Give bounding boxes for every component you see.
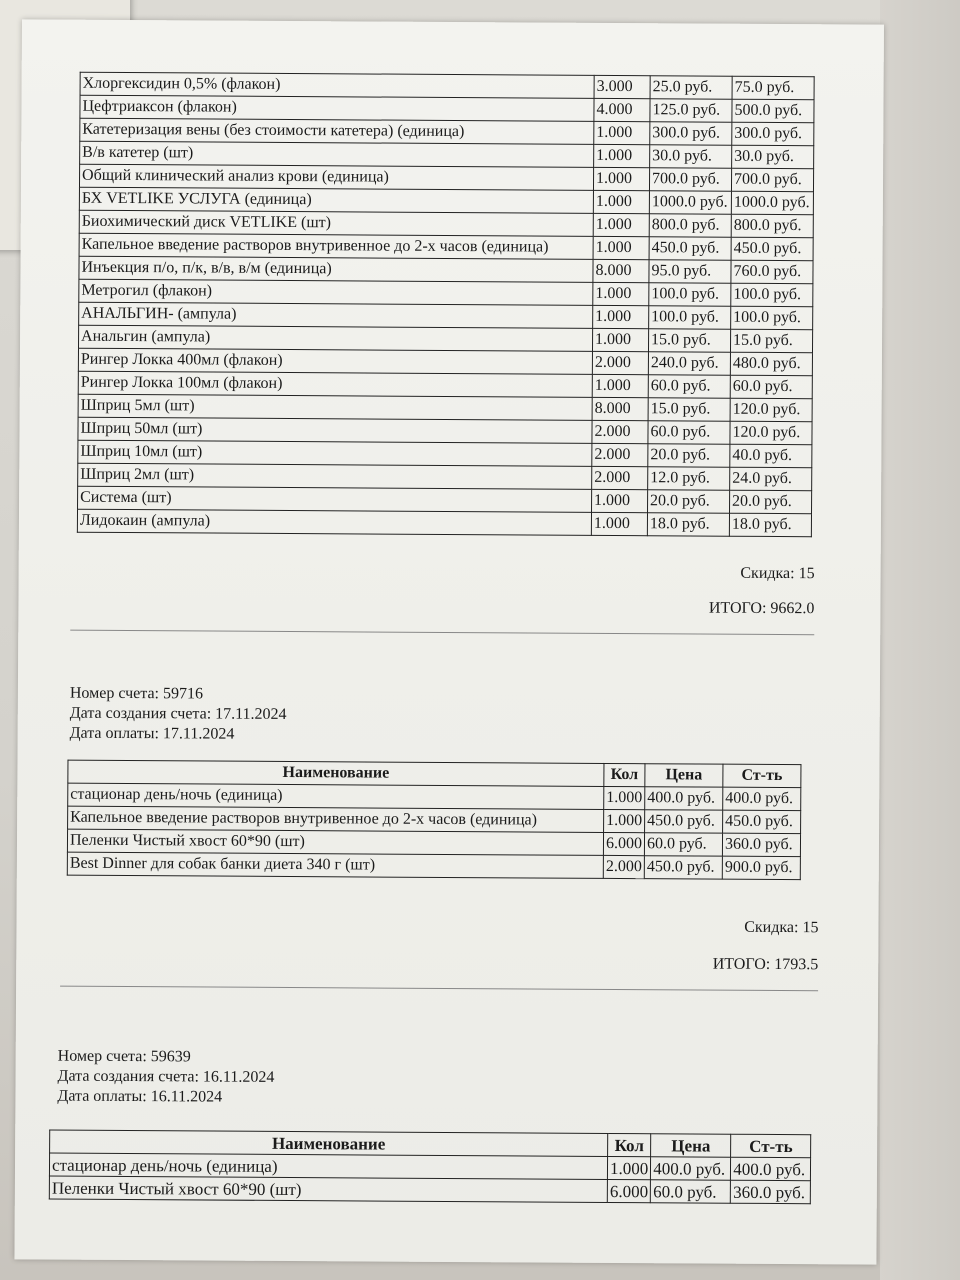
price-cell: 60.0 руб.: [648, 421, 730, 445]
col-header-name: Наименование: [68, 760, 604, 786]
price-cell: 450.0 руб.: [645, 810, 723, 833]
qty-cell: 1.000: [592, 374, 648, 397]
qty-cell: 1.000: [594, 121, 650, 144]
total-cell: 15.0 руб.: [730, 329, 812, 353]
total-cell: 300.0 руб.: [732, 122, 814, 146]
item-name-cell: Капельное введение растворов внутривенное до 2-х часов (единица): [79, 233, 593, 259]
item-name-cell: Лидокаин (ампула): [77, 509, 591, 535]
qty-cell: 2.000: [592, 420, 648, 443]
desk-surface: [880, 0, 960, 1280]
qty-cell: 1.000: [593, 213, 649, 236]
item-name-cell: Шприц 50мл (шт): [78, 417, 592, 443]
price-cell: 450.0 руб.: [644, 856, 722, 879]
item-name-cell: Анальгин (ампула): [79, 325, 593, 351]
invoice-2-created-date: Дата создания счета: 17.11.2024: [69, 704, 287, 723]
divider: [60, 986, 818, 992]
item-name-cell: Цефтриаксон (флакон): [80, 95, 594, 121]
col-header-qty: Кол: [608, 1133, 651, 1156]
qty-cell: 1.000: [593, 167, 649, 190]
col-header-qty: Кол: [604, 763, 645, 786]
qty-cell: 2.000: [592, 443, 648, 466]
invoice-2-discount: Скидка: 15: [744, 918, 819, 937]
invoice-top-table-wrap: [77, 72, 815, 537]
total-cell: 700.0 руб.: [731, 168, 813, 192]
qty-cell: 6.000: [607, 1179, 650, 1202]
price-cell: 240.0 руб.: [648, 352, 730, 376]
total-cell: 450.0 руб.: [723, 810, 801, 833]
qty-cell: 1.000: [591, 512, 647, 535]
total-cell: 120.0 руб.: [730, 421, 812, 445]
total-cell: 20.0 руб.: [730, 490, 812, 514]
divider: [70, 630, 814, 636]
price-cell: 125.0 руб.: [650, 99, 732, 123]
item-name-cell: АНАЛЬГИН- (ампула): [79, 302, 593, 328]
price-cell: 100.0 руб.: [649, 306, 731, 330]
qty-cell: 1.000: [592, 328, 648, 351]
total-cell: 100.0 руб.: [731, 283, 813, 307]
qty-cell: 3.000: [594, 75, 650, 98]
invoice-sheet: [14, 19, 884, 1264]
qty-cell: 2.000: [592, 466, 648, 489]
price-cell: 300.0 руб.: [650, 122, 732, 146]
price-cell: 450.0 руб.: [649, 237, 731, 261]
item-name-cell: стационар день/ночь (единица): [68, 783, 604, 809]
item-name-cell: БХ VETLIKE УСЛУГА (единица): [79, 187, 593, 213]
invoice-3-paid-date: Дата оплаты: 16.11.2024: [57, 1087, 223, 1106]
qty-cell: 1.000: [592, 489, 648, 512]
table-row: [77, 509, 811, 536]
item-name-cell: Метрогил (флакон): [79, 279, 593, 305]
qty-cell: 8.000: [593, 259, 649, 282]
qty-cell: 1.000: [593, 282, 649, 305]
price-cell: 15.0 руб.: [648, 398, 730, 422]
item-name-cell: Best Dinner для собак банки диета 340 г (шт): [67, 852, 603, 878]
item-name-cell: Шприц 10мл (шт): [78, 440, 592, 466]
item-name-cell: Биохимический диск VETLIKE (шт): [79, 210, 593, 236]
total-cell: 75.0 руб.: [732, 76, 814, 100]
total-cell: 18.0 руб.: [729, 513, 811, 537]
qty-cell: 8.000: [592, 397, 648, 420]
item-name-cell: Капельное введение растворов внутривенное до 2-х часов (единица): [68, 806, 604, 832]
price-cell: 60.0 руб.: [644, 833, 722, 856]
total-cell: 30.0 руб.: [732, 145, 814, 169]
col-header-total: Ст-ть: [731, 1134, 811, 1157]
item-name-cell: Шприц 2мл (шт): [78, 463, 592, 489]
price-cell: 30.0 руб.: [650, 145, 732, 169]
table-row: [49, 1176, 810, 1204]
qty-cell: 2.000: [603, 855, 644, 878]
total-cell: 24.0 руб.: [730, 467, 812, 491]
item-name-cell: В/в катетер (шт): [80, 141, 594, 167]
total-cell: 360.0 руб.: [722, 833, 800, 856]
item-name-cell: Инъекция п/о, п/к, в/в, в/м (единица): [79, 256, 593, 282]
qty-cell: 1.000: [604, 809, 645, 832]
invoice-3-meta: [57, 1047, 274, 1108]
qty-cell: 1.000: [594, 144, 650, 167]
total-cell: 900.0 руб.: [722, 856, 800, 879]
invoice-top-discount: Скидка: 15: [740, 564, 815, 583]
invoice-2-meta: [70, 684, 287, 745]
price-cell: 15.0 руб.: [648, 329, 730, 353]
invoice-2-number: Номер счета: 59716: [69, 684, 204, 703]
total-cell: 500.0 руб.: [732, 99, 814, 123]
item-name-cell: Хлоргексидин 0,5% (флакон): [80, 72, 594, 98]
total-cell: 400.0 руб.: [731, 1157, 811, 1180]
total-cell: 60.0 руб.: [730, 375, 812, 399]
total-cell: 450.0 руб.: [731, 237, 813, 261]
invoice-2-table: [67, 760, 802, 880]
total-cell: 400.0 руб.: [723, 787, 801, 810]
item-name-cell: Катетеризация вены (без стоимости катетера) (единица): [80, 118, 594, 144]
item-name-cell: Рингер Локка 100мл (флакон): [78, 371, 592, 397]
price-cell: 400.0 руб.: [651, 1157, 731, 1180]
total-cell: 1000.0 руб.: [731, 191, 813, 215]
price-cell: 95.0 руб.: [649, 260, 731, 284]
price-cell: 12.0 руб.: [648, 467, 730, 491]
invoice-top-table: [77, 72, 815, 537]
item-name-cell: Пеленки Чистый хвост 60*90 (шт): [49, 1176, 607, 1202]
invoice-2-paid-date: Дата оплаты: 17.11.2024: [69, 724, 235, 743]
total-cell: 760.0 руб.: [731, 260, 813, 284]
price-cell: 20.0 руб.: [648, 444, 730, 468]
table-row: [67, 852, 800, 879]
total-cell: 800.0 руб.: [731, 214, 813, 238]
price-cell: 800.0 руб.: [649, 214, 731, 238]
qty-cell: 1.000: [593, 190, 649, 213]
price-cell: 20.0 руб.: [648, 490, 730, 514]
price-cell: 25.0 руб.: [650, 76, 732, 100]
item-name-cell: Рингер Локка 400мл (флакон): [78, 348, 592, 374]
invoice-3-table-wrap: [49, 1130, 812, 1205]
item-name-cell: Пеленки Чистый хвост 60*90 (шт): [67, 829, 603, 855]
invoice-2-total: ИТОГО: 1793.5: [712, 955, 819, 974]
qty-cell: 1.000: [607, 1156, 650, 1179]
price-cell: 60.0 руб.: [648, 375, 730, 399]
price-cell: 60.0 руб.: [651, 1180, 731, 1203]
invoice-3-created-date: Дата создания счета: 16.11.2024: [57, 1067, 275, 1086]
invoice-top-total: ИТОГО: 9662.0: [708, 599, 815, 618]
invoice-3-table: [49, 1130, 812, 1205]
invoice-2-table-wrap: [67, 760, 802, 880]
item-name-cell: стационар день/ночь (единица): [49, 1153, 607, 1179]
col-header-total: Ст-ть: [723, 764, 801, 787]
qty-cell: 6.000: [603, 832, 644, 855]
item-name-cell: Шприц 5мл (шт): [78, 394, 592, 420]
item-name-cell: Общий клинический анализ крови (единица): [79, 164, 593, 190]
price-cell: 100.0 руб.: [649, 283, 731, 307]
price-cell: 400.0 руб.: [645, 787, 723, 810]
total-cell: 40.0 руб.: [730, 444, 812, 468]
invoice-3-number: Номер счета: 59639: [57, 1047, 191, 1066]
price-cell: 1000.0 руб.: [649, 191, 731, 215]
qty-cell: 1.000: [593, 305, 649, 328]
qty-cell: 2.000: [592, 351, 648, 374]
total-cell: 100.0 руб.: [731, 306, 813, 330]
qty-cell: 4.000: [594, 98, 650, 121]
qty-cell: 1.000: [593, 236, 649, 259]
col-header-name: Наименование: [50, 1130, 608, 1156]
price-cell: 700.0 руб.: [649, 168, 731, 192]
qty-cell: 1.000: [604, 786, 645, 809]
total-cell: 360.0 руб.: [731, 1180, 811, 1203]
col-header-price: Цена: [645, 764, 723, 787]
col-header-price: Цена: [651, 1134, 731, 1157]
item-name-cell: Система (шт): [78, 486, 592, 512]
total-cell: 120.0 руб.: [730, 398, 812, 422]
price-cell: 18.0 руб.: [647, 513, 729, 537]
total-cell: 480.0 руб.: [730, 352, 812, 376]
